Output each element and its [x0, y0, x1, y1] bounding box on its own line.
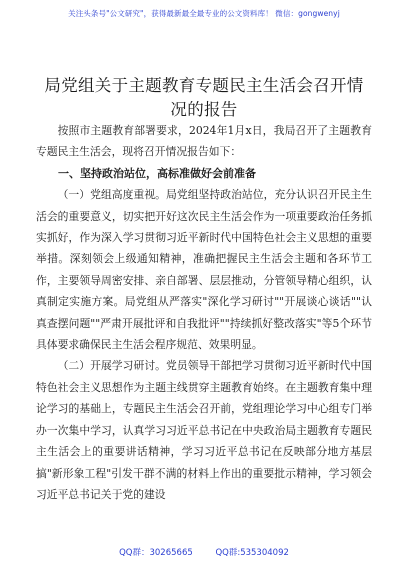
intro-paragraph: 按照市主题教育部署要求，2024年1月x日，我局召开了主题教育专题民主生活会，现将召开情况报告如下：: [36, 124, 372, 159]
document-title: 局党组关于主题教育专题民主生活会召开情况的报告: [44, 76, 364, 119]
paragraph-1: （一）党组高度重视。局党组坚持政治站位，充分认识召开民主生活会的重要意义，切实把开好这次民主生活会作为一项重要政治任务抓实抓好，作为深入学习贯彻习近平新时代中国特色社会主义思想的重要举措。深刻领会上级通知精神，准确把握民主生活会主题和各环节工作，主要领导周密安排、亲自部署、层层推动，分管领导精心组织，认真制定实施方案。局党组从严落实"深化学习研讨""开展谈心谈话""认真查摆问题""严肃开展批评和自我批评""持续抓好整改落实"等5个环节具体要求确保民主生活会程序规范、效果明显。: [36, 188, 372, 352]
qq-group-1: QQ群：30265665: [119, 548, 193, 558]
paragraph-2: （二）开展学习研讨。党员领导干部把学习贯彻习近平新时代中国特色社会主义思想作为主题主线贯穿主题教育始终。在主题教育集中理论学习的基础上，专题民主生活会召开前，党组理论学习中心组专门举办一次集中学习，认真学习习近平总书记在中央政治局主题教育专题民主生活会上的重要讲话精神，学习习近平总书记在反映部分地方基层搞"新形象工程"引发干群不满的材料上作出的重要批示精神，学习领会习近平总书记关于党的建设: [36, 359, 372, 501]
section-heading: 一、坚持政治站位，高标准做好会前准备: [58, 166, 256, 180]
watermark-banner: 关注头条号"公文研究"，获得最新最全最专业的公文资料库！ 微信：gongwenyj: [68, 9, 340, 18]
document-body: [36, 120, 372, 505]
qq-group-2: QQ群:535304092: [215, 548, 289, 558]
footer-contacts: [0, 546, 408, 558]
